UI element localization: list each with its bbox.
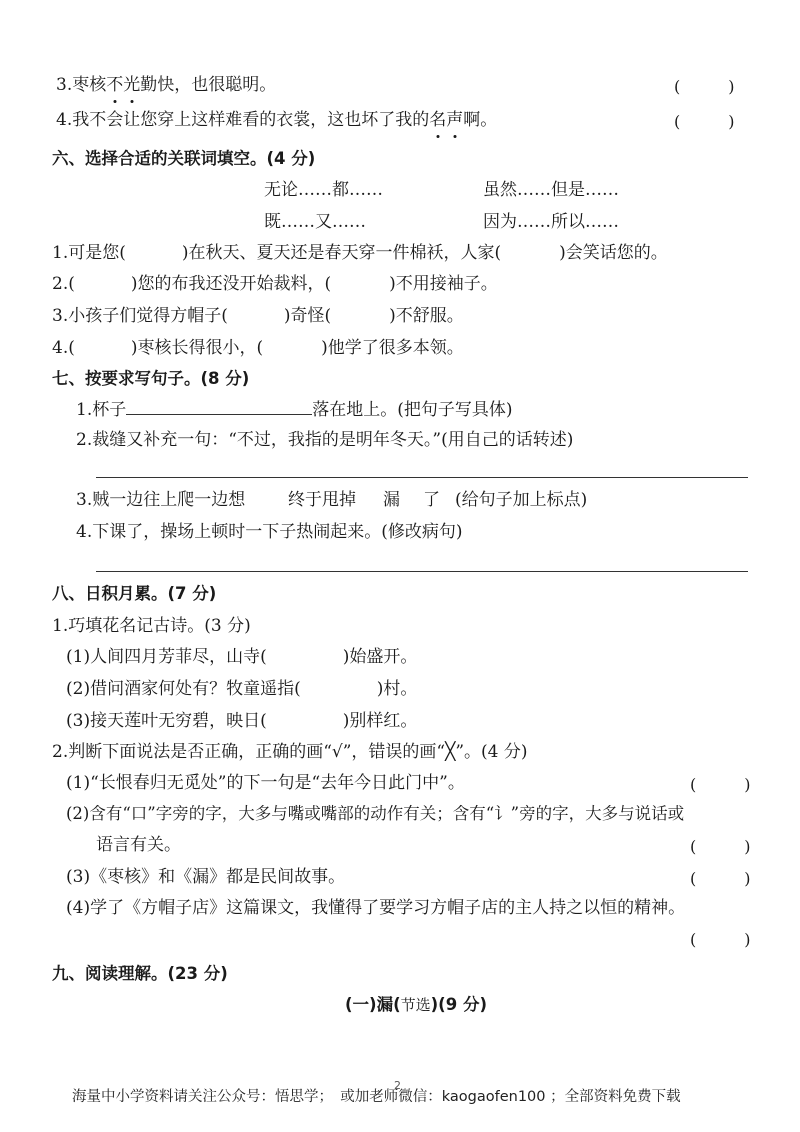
emphasized-phrase: 不光勤快 [106,75,175,95]
footer-note: 海量中小学资料请关注公众号：悟思学； 或加老师微信：kaogaofen100 ；全部资料免费下载 [72,1089,681,1105]
judge-item-1: (1)“长恨春归无觅处”的下一句是“去年今日此门中”。 [66,773,465,793]
q6-item-3: 3.小孩子们觉得方帽子( )奇怪( )不舒服。 [52,306,464,326]
q7-item-2: 2.裁缝又补充一句：“不过，我指的是明年冬天。”(用自己的话转述) [76,430,574,450]
judge-item-2: (2)含有“口”字旁的字，大多与嘴或嘴部的动作有关；含有“讠”旁的字，大多与说话或 [66,804,685,823]
q7-item-1: 1.杯子 落在地上。(把句子写具体) [76,396,513,422]
q5-item-4: 4.我不会让您穿上这样难看的衣裳，这也坏了我的名声啊。 [56,110,498,130]
answer-paren[interactable]: ( ) [690,837,751,856]
answer-line[interactable] [96,477,748,478]
q6-item-1: 1.可是您( )在秋天、夏天还是春天穿一件棉袄，人家( )会笑话您的。 [52,243,668,263]
section-9-title: 九、阅读理解。(23 分) [52,964,228,983]
q8-sub-1: 1.巧填花名记古诗。(3 分) [52,616,251,636]
conjunction-option: 虽然……但是…… [483,180,619,200]
answer-paren[interactable]: ( ) [674,77,735,96]
q7-item-3-word: (给句子加上标点) [455,490,588,510]
judge-item-2-cont: 语言有关。 [96,835,181,855]
page-number: 2 [394,1079,401,1092]
section-6-title: 六、选择合适的关联词填空。(4 分) [52,149,316,168]
conjunction-option: 因为……所以…… [483,212,619,232]
judge-item-4: (4)学了《方帽子店》这篇课文，我懂得了要学习方帽子店的主人持之以恒的精神。 [66,898,686,918]
q7-item-3-word: 3.贼一边往上爬一边想 [76,490,246,510]
q8-sub-2: 2.判断下面说法是否正确，正确的画“√”，错误的画“╳”。(4 分) [52,742,528,762]
q7-item-3-word: 终于甩掉 [288,490,356,510]
poem-line-3: (3)接天莲叶无穷碧，映日( )别样红。 [66,711,418,731]
q7-item-3-word: 了 [423,490,440,510]
section-7-title: 七、按要求写句子。(8 分) [52,369,250,388]
section-8-title: 八、日积月累。(7 分) [52,584,217,603]
answer-paren[interactable]: ( ) [674,112,735,131]
q6-item-4: 4.( )枣核长得很小，( )他学了很多本领。 [52,338,464,358]
conjunction-option: 无论……都…… [264,180,383,200]
q7-item-3-word: 漏 [383,490,400,510]
answer-paren[interactable]: ( ) [690,775,751,794]
q7-item-4: 4.下课了，操场上顿时一下子热闹起来。(修改病句) [76,522,463,542]
q6-item-2: 2.( )您的布我还没开始裁料，( )不用接袖子。 [52,274,498,294]
answer-paren[interactable]: ( ) [690,869,751,888]
poem-line-2: (2)借问酒家何处有？牧童遥指( )村。 [66,679,418,699]
answer-line[interactable] [96,571,748,572]
poem-line-1: (1)人间四月芳菲尽，山寺( )始盛开。 [66,647,418,667]
q5-item-3: 3.枣核不光勤快，也很聪明。 [56,75,277,95]
conjunction-option: 既……又…… [264,212,366,232]
answer-underline[interactable] [126,396,312,415]
answer-paren[interactable]: ( ) [690,930,751,949]
reading-subtitle: (一)漏(节选)(9 分) [345,995,487,1014]
judge-item-3: (3)《枣核》和《漏》都是民间故事。 [66,867,346,887]
